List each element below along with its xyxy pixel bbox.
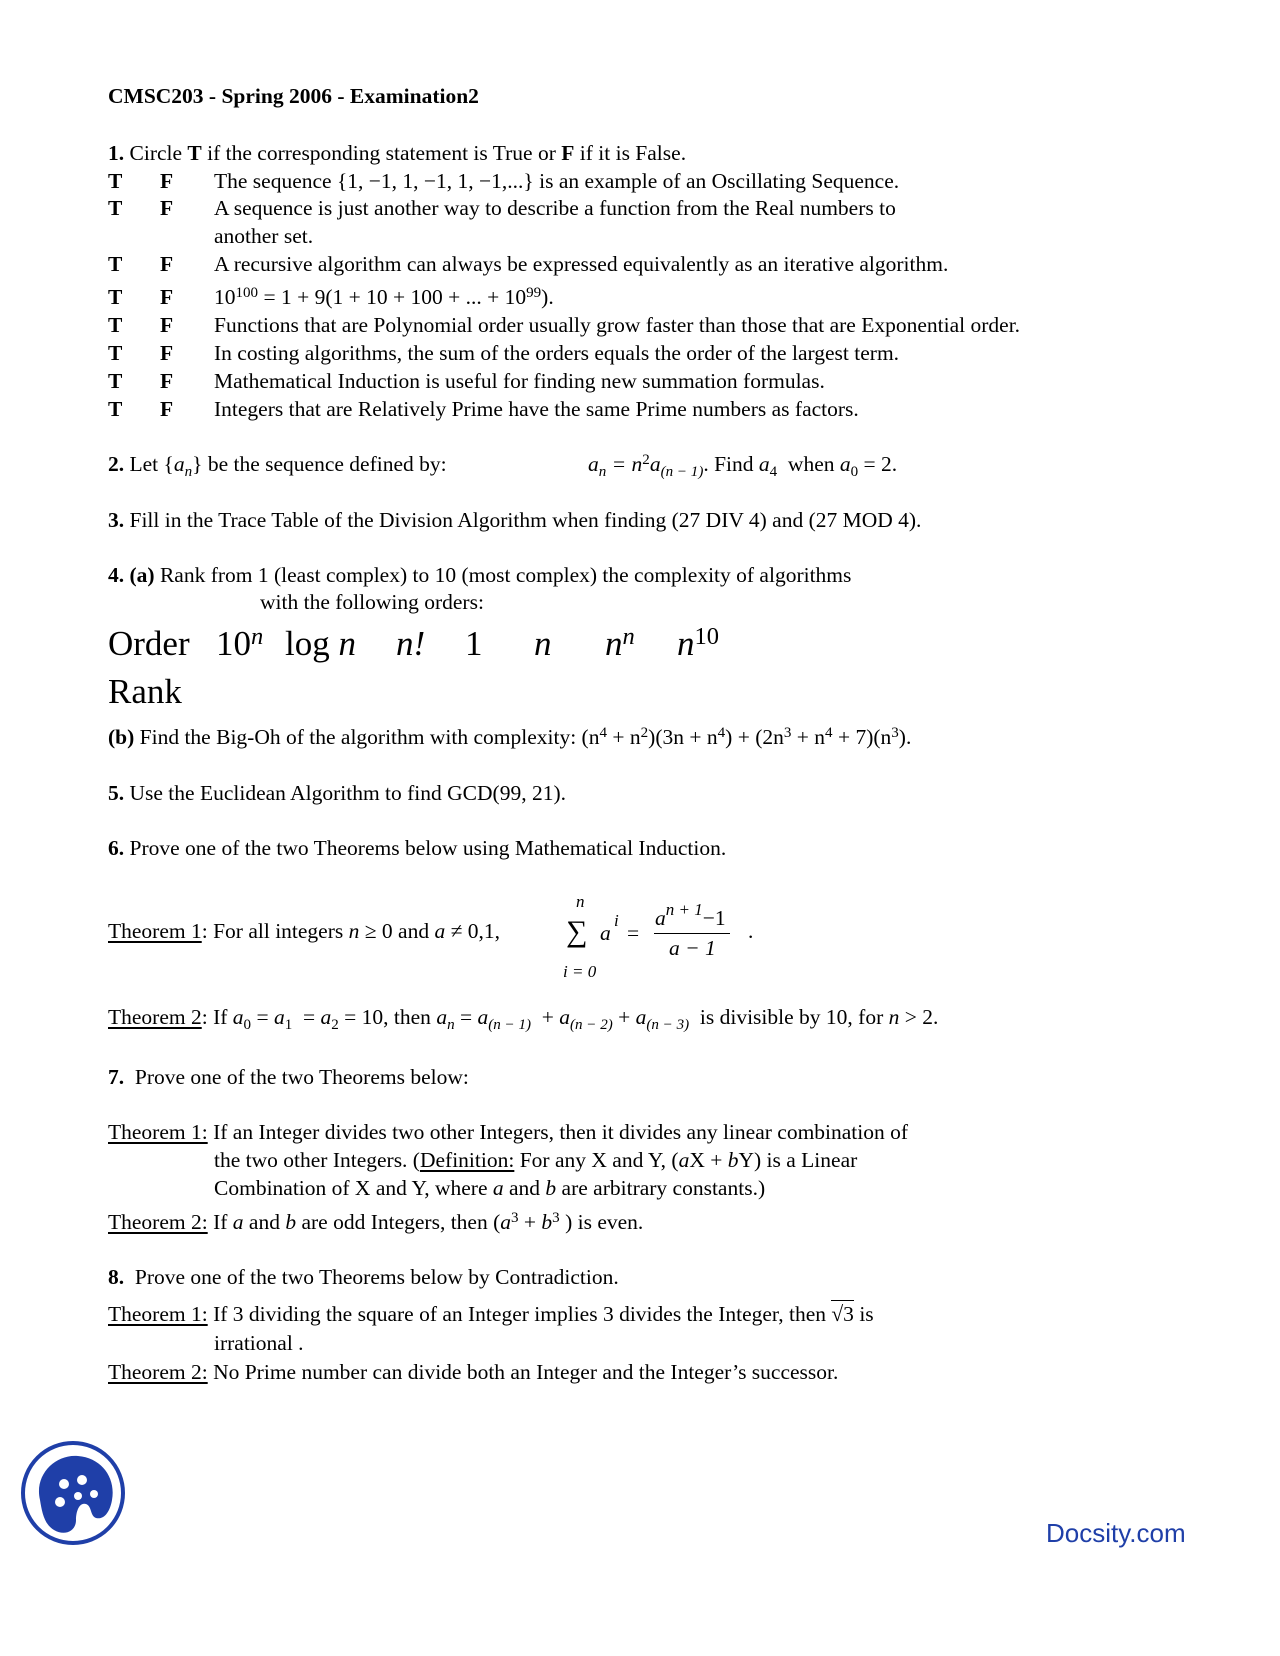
equals-sign: =: [627, 921, 640, 945]
q7-theorem1-cont: the two other Integers. (Definition: For any X and Y, (aX + bY) is a Linear: [214, 1148, 858, 1172]
q8-text: 8. Prove one of the two Theorems below by Contradiction.: [108, 1265, 619, 1289]
rank-label: Rank: [108, 672, 182, 711]
false-option[interactable]: F: [160, 341, 174, 365]
sqrt-3: √3: [831, 1302, 854, 1326]
sum-term: a: [600, 921, 611, 945]
order-linear: n: [534, 624, 552, 663]
order-constant: 1: [465, 624, 483, 663]
q6-text: 6. Prove one of the two Theorems below using Mathematical Induction.: [108, 836, 727, 860]
docsity-watermark[interactable]: Docsity.com: [1046, 1518, 1186, 1548]
false-option[interactable]: F: [160, 252, 174, 276]
q4a-text: 4. (a) Rank from 1 (least complex) to 10 (most complex) the complexity of algorithms: [108, 563, 852, 587]
sigma-symbol: ∑: [566, 915, 588, 948]
q2-equation: $a_n = n^2a_{(n - 1)}$. Find $a_4$ when $a_0 = 2$.: [588, 452, 898, 480]
false-option[interactable]: F: [160, 285, 174, 309]
statement-text-cont: another set.: [214, 224, 314, 248]
docsity-logo-icon: [20, 1440, 126, 1551]
fraction-numerator: $a^{n + 1}-1$: [655, 899, 726, 930]
q4b-text: (b) Find the Big-Oh of the algorithm with complexity: $(n^4 + n^2)(3n + n^4) + (2n^3 + n^4 + 7)(n^3)$.: [108, 725, 912, 749]
q4a-text-cont: with the following orders:: [260, 590, 484, 614]
statement-text: In costing algorithms, the sum of the orders equals the order of the largest term.: [214, 341, 900, 365]
sum-upper-limit: n: [576, 892, 585, 911]
order-logn: log n: [285, 624, 356, 663]
q7-theorem1: Theorem 1: If an Integer divides two other Integers, then it divides any linear combination of: [108, 1120, 909, 1144]
true-option[interactable]: T: [108, 169, 123, 193]
page-title: CMSC203 - Spring 2006 - Examination2: [108, 84, 479, 108]
q6-theorem2: Theorem 2: If $a_0 = a_1 = a_2 = 10$, then $a_n = a_{(n - 1)} + a_{(n - 2)} + a_{(n - 3)}$ is divisible by 10, for n > 2.: [108, 1005, 939, 1033]
statement-text: $10^{100} = 1 + 9(1 + 10 + 100$ + ... + $10^{99}$).: [214, 285, 554, 309]
true-option[interactable]: T: [108, 313, 123, 337]
q8-theorem1: Theorem 1: If 3 dividing the square of an Integer implies 3 divides the Integer, then √3 is: [108, 1302, 874, 1326]
true-option[interactable]: T: [108, 285, 123, 309]
q6-theorem1: Theorem 1: For all integers n ≥ 0 and a ≠ 0,1,: [108, 919, 501, 943]
order-label: Order: [108, 624, 190, 663]
fraction-denominator: a − 1: [669, 936, 716, 960]
statement-text: The sequence {1, −1, 1, −1, 1, −1,...} is an example of an Oscillating Sequence.: [214, 169, 900, 193]
statement-text: A recursive algorithm can always be expressed equivalently as an iterative algorithm.: [214, 252, 949, 276]
statement-text: Integers that are Relatively Prime have the same Prime numbers as factors.: [214, 397, 859, 421]
period: .: [748, 919, 754, 943]
q5-text: 5. Use the Euclidean Algorithm to find GCD(99, 21).: [108, 781, 566, 805]
true-option[interactable]: T: [108, 397, 123, 421]
true-option[interactable]: T: [108, 341, 123, 365]
q8-theorem2: Theorem 2: No Prime number can divide both an Integer and the Integer’s successor.: [108, 1360, 839, 1384]
q7-theorem2: Theorem 2: If a and b are odd Integers, then ($a^3 + b^3$ ) is even.: [108, 1210, 644, 1234]
true-option[interactable]: T: [108, 369, 123, 393]
true-option[interactable]: T: [108, 252, 123, 276]
sum-exponent: i: [614, 911, 619, 930]
false-option[interactable]: F: [160, 169, 174, 193]
order-nn: $n^n$: [605, 622, 635, 663]
order-factorial: n!: [396, 624, 426, 663]
statement-text: Mathematical Induction is useful for finding new summation formulas.: [214, 369, 825, 393]
statement-text: Functions that are Polynomial order usually grow faster than those that are Exponential order.: [214, 313, 1021, 337]
q7-text: 7. Prove one of the two Theorems below:: [108, 1065, 469, 1089]
order-n10: $n^{10}$: [677, 622, 719, 663]
q8-theorem1-cont: irrational .: [214, 1331, 304, 1355]
true-option[interactable]: T: [108, 196, 123, 220]
q3-text: 3. Fill in the Trace Table of the Division Algorithm when finding (27 DIV 4) and (27 MOD 4).: [108, 508, 922, 532]
false-option[interactable]: F: [160, 313, 174, 337]
false-option[interactable]: F: [160, 196, 174, 220]
q1-intro: 1. Circle T if the corresponding statement is True or F if it is False.: [108, 141, 687, 165]
q2-text: 2. Let $\{a_n\}$ be the sequence defined by:: [108, 452, 447, 480]
q7-theorem1-cont2: Combination of X and Y, where a and b are arbitrary constants.): [214, 1176, 766, 1200]
fraction-bar: [654, 933, 730, 934]
sum-lower-limit: i = 0: [563, 962, 597, 981]
false-option[interactable]: F: [160, 369, 174, 393]
statement-text: A sequence is just another way to describe a function from the Real numbers to: [214, 196, 896, 220]
order-10n: 10$^n$: [216, 622, 264, 663]
false-option[interactable]: F: [160, 397, 174, 421]
